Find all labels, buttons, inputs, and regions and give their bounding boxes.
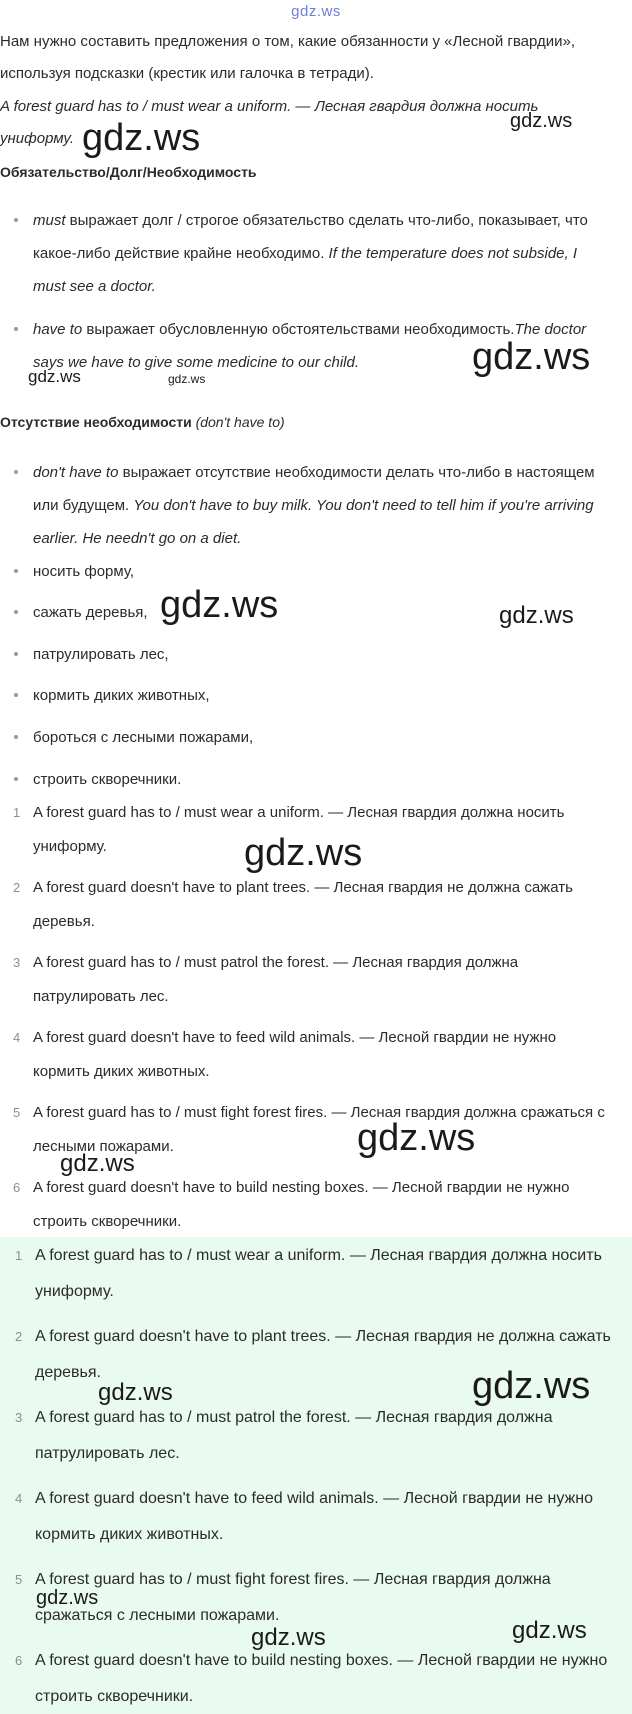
- watermark: gdz.ws: [168, 372, 206, 386]
- answer-text: A forest guard has to / must patrol the forest. — Лесная гвардия должна патрулировать лес.: [33, 954, 519, 1005]
- bullet-icon: [14, 735, 18, 739]
- hint-item: патрулировать лес,: [0, 638, 600, 671]
- bullet-icon: [14, 693, 18, 697]
- watermark: gdz.ws: [98, 1379, 173, 1406]
- answer-item-highlighted: [0, 1643, 632, 1714]
- rule-example: You don't have to buy milk. You don't need to tell him if you're arriving earlier. He needn't go on a diet.: [33, 497, 594, 547]
- answer-text: A forest guard doesn't have to plant trees. — Лесная гвардия не должна сажать деревья.: [35, 1328, 611, 1381]
- watermark: gdz.ws: [357, 1117, 476, 1159]
- answer-item: [0, 1171, 610, 1239]
- rule-text: выражает обусловленную обстоятельствами необходимость.: [82, 321, 515, 338]
- keyword: don't have to: [33, 464, 119, 481]
- answer-text: A forest guard has to / must patrol the forest. — Лесная гвардия должна патрулировать лес.: [35, 1409, 553, 1462]
- answer-number: 4: [15, 1491, 23, 1506]
- answer-item: [0, 1021, 610, 1089]
- watermark: gdz.ws: [472, 1365, 591, 1407]
- answer-item: [0, 871, 610, 939]
- answer-text: A forest guard doesn't have to build nesting boxes. — Лесной гвардии не нужно строить скворечники.: [35, 1652, 608, 1705]
- bullet-icon: [14, 218, 18, 222]
- answer-item: [0, 946, 610, 1014]
- answer-number: 5: [13, 1105, 21, 1120]
- watermark: gdz.ws: [510, 110, 573, 132]
- bullet-icon: [14, 327, 18, 331]
- hint-item: строить скворечники.: [0, 763, 600, 796]
- answer-item-highlighted: [0, 1400, 632, 1472]
- watermark: gdz.ws: [160, 584, 279, 626]
- answer-text: A forest guard has to / must wear a uniform. — Лесная гвардия должна носить униформу.: [33, 804, 565, 855]
- watermark: gdz.ws: [28, 367, 81, 386]
- watermark: gdz.ws: [244, 832, 363, 874]
- rule-example: The doctor says we have to give some medicine to our child.: [33, 321, 587, 371]
- answer-number: 6: [15, 1653, 23, 1668]
- answer-number: 5: [15, 1572, 23, 1587]
- rule-text: выражает отсутствие необходимости делать что-либо в настоящем или будущем.: [33, 464, 595, 514]
- section-title-bold: Отсутствие необходимости: [0, 414, 192, 430]
- answer-number: 6: [13, 1180, 21, 1195]
- bullet-icon: [14, 610, 18, 614]
- section-title-italic: (don't have to): [191, 414, 285, 430]
- bullet-icon: [14, 569, 18, 573]
- hint-item: кормить диких животных,: [0, 679, 600, 712]
- section-title-obligation: Обязательство/Долг/Необходимость: [0, 164, 257, 180]
- answer-number: 2: [13, 880, 21, 895]
- answer-text: A forest guard has to / must fight forest fires. — Лесная гвардия должна сражаться с лесными пожарами.: [33, 1104, 605, 1155]
- bullet-icon: [14, 652, 18, 656]
- answer-item-highlighted: [0, 1481, 632, 1553]
- answer-text: A forest guard has to / must wear a uniform. — Лесная гвардия должна носить униформу.: [35, 1247, 602, 1300]
- rule-example: If the temperature does not subside, I must see a doctor.: [33, 245, 578, 295]
- hint-item: сажать деревья,: [0, 596, 600, 629]
- hint-item: носить форму,: [0, 555, 600, 588]
- answer-number: 1: [13, 805, 21, 820]
- watermark: gdz.ws: [60, 1150, 135, 1177]
- rule-text: выражает долг / строгое обязательство сделать что-либо, показывает, что какое-либо действие крайне необходимо.: [33, 212, 588, 262]
- list-item: [0, 204, 600, 303]
- bullet-icon: [14, 777, 18, 781]
- answer-number: 1: [15, 1248, 23, 1263]
- watermark: gdz.ws: [36, 1587, 99, 1609]
- answer-text: A forest guard doesn't have to build nesting boxes. — Лесной гвардии не нужно строить скворечники.: [33, 1179, 570, 1230]
- keyword: must: [33, 212, 66, 229]
- answer-number: 2: [15, 1329, 23, 1344]
- answer-number: 3: [15, 1410, 23, 1425]
- section-title-no-necessity: [0, 406, 615, 438]
- watermark: gdz.ws: [251, 1624, 326, 1651]
- keyword: have to: [33, 321, 83, 338]
- intro-text: Нам нужно составить предложения о том, какие обязанности у «Лесной гвардии», используя подсказки (крестик или галочка в тетради).: [0, 33, 576, 82]
- list-item: [0, 456, 600, 555]
- answer-text: A forest guard doesn't have to plant trees. — Лесная гвардия не должна сажать деревья.: [33, 879, 573, 930]
- intro-example: A forest guard has to / must wear a uniform. — Лесная гвардия должна носить униформу.: [0, 98, 539, 147]
- watermark: gdz.ws: [499, 602, 574, 629]
- watermark: gdz.ws: [512, 1617, 587, 1644]
- bullet-icon: [14, 470, 18, 474]
- answer-number: 3: [13, 955, 21, 970]
- answer-item-highlighted: [0, 1238, 632, 1310]
- hint-item: бороться с лесными пожарами,: [0, 721, 600, 754]
- answer-text: A forest guard doesn't have to feed wild animals. — Лесной гвардии не нужно кормить диких животных.: [35, 1490, 593, 1543]
- answer-text: A forest guard has to / must fight forest fires. — Лесная гвардия должна сражаться с лесными пожарами.: [35, 1571, 551, 1624]
- header-watermark: gdz.ws: [291, 3, 341, 20]
- watermark: gdz.ws: [472, 336, 591, 378]
- answer-number: 4: [13, 1030, 21, 1045]
- answer-text: A forest guard doesn't have to feed wild animals. — Лесной гвардии не нужно кормить диких животных.: [33, 1029, 557, 1080]
- watermark: gdz.ws: [82, 117, 201, 159]
